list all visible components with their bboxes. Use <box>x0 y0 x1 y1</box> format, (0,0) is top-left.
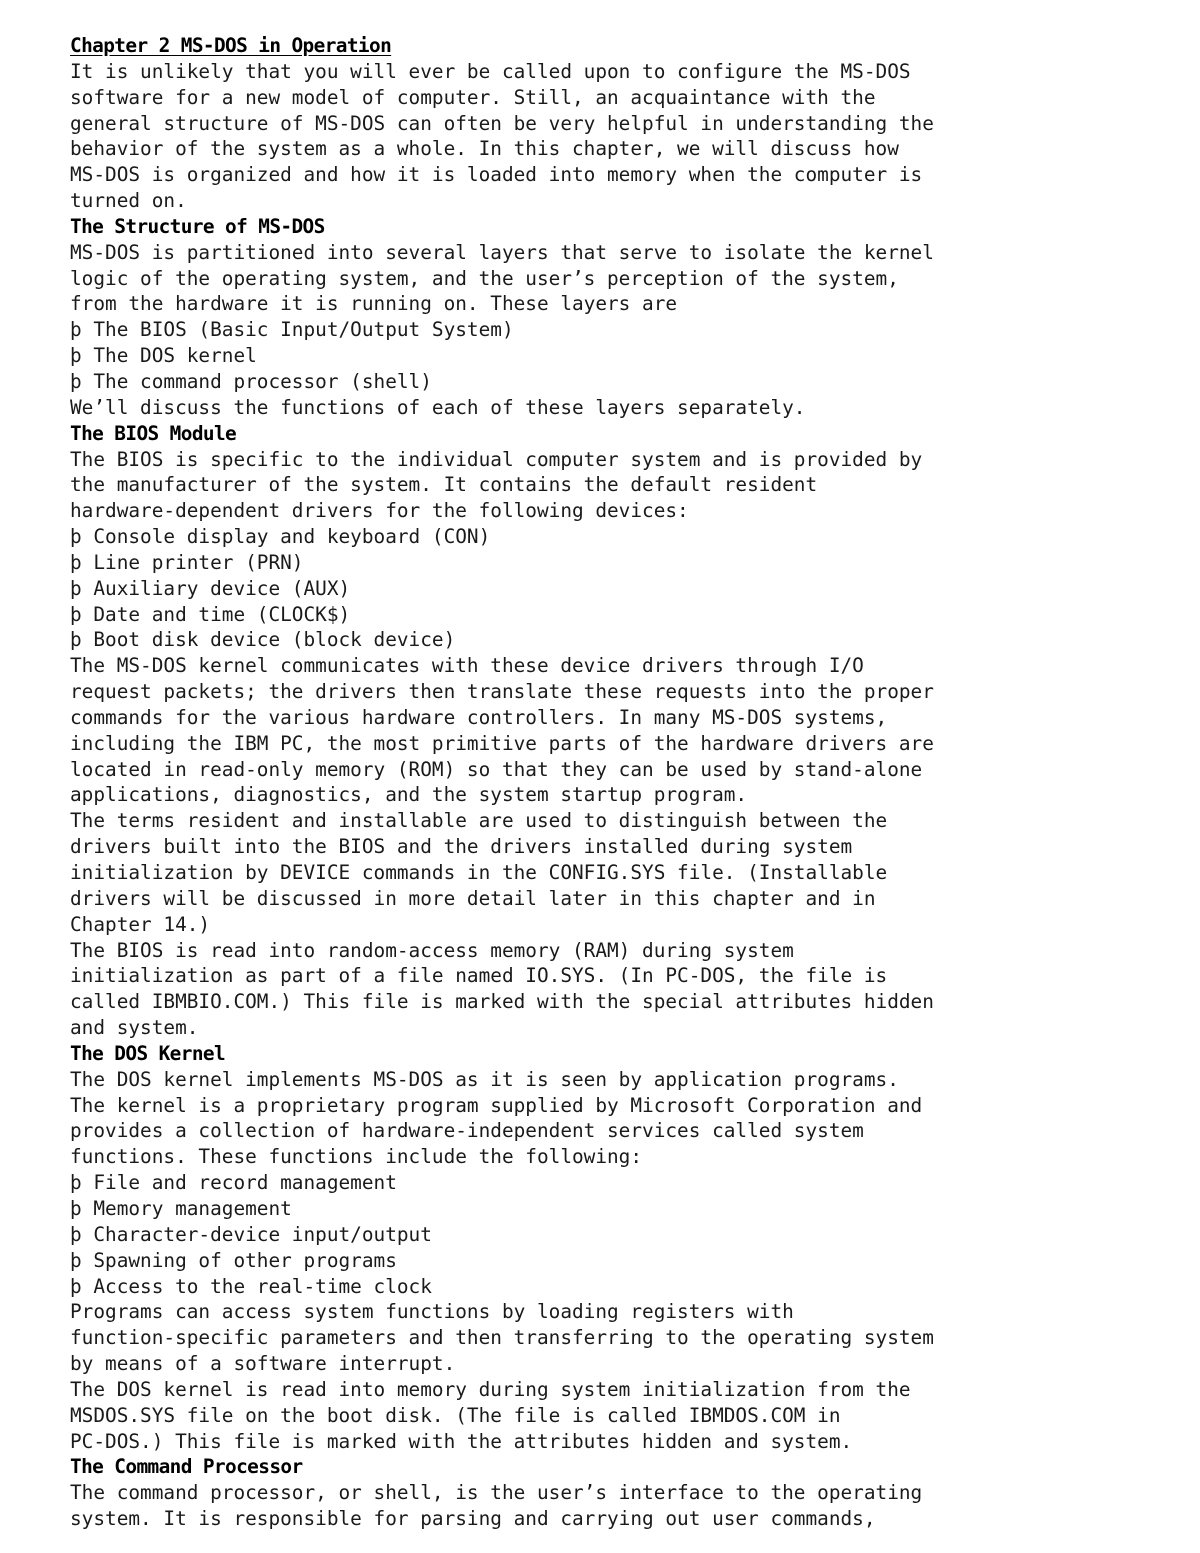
section-heading: The BIOS Module <box>70 421 237 445</box>
body-text-line: MS-DOS is organized and how it is loaded into memory when the computer is <box>70 163 923 187</box>
body-text-line: and system. <box>70 1016 199 1040</box>
bullet-item: þ Access to the real-time clock <box>70 1274 432 1298</box>
section-heading: The DOS Kernel <box>70 1041 226 1065</box>
body-text-line: initialization as part of a file named IO.SYS. (In PC-DOS, the file is <box>70 964 888 988</box>
bullet-item: þ The BIOS (Basic Input/Output System) <box>70 318 514 342</box>
body-text-line: We’ll discuss the functions of each of these layers separately. <box>70 395 806 419</box>
body-text-line: Chapter 14.) <box>70 912 211 936</box>
body-text-line: The BIOS is specific to the individual computer system and is provided by <box>70 447 923 471</box>
chapter-title: Chapter 2 MS-DOS in Operation <box>70 34 392 57</box>
body-text-line: hardware-dependent drivers for the following devices: <box>70 499 689 523</box>
body-text-line: It is unlikely that you will ever be called upon to configure the MS-DOS <box>70 59 911 83</box>
body-text-line: from the hardware it is running on. These layers are <box>70 292 678 316</box>
body-text-line: The terms resident and installable are used to distinguish between the <box>70 809 888 833</box>
document-page <box>70 33 1180 1532</box>
body-text-line: drivers built into the BIOS and the drivers installed during system <box>70 835 853 859</box>
bullet-item: þ Line printer (PRN) <box>70 550 304 574</box>
body-text-line: the manufacturer of the system. It contains the default resident <box>70 473 818 497</box>
body-text-line: provides a collection of hardware-independent services called system <box>70 1119 864 1143</box>
body-text-line: request packets; the drivers then translate these requests into the proper <box>70 680 934 704</box>
body-text-line: The DOS kernel implements MS-DOS as it is seen by application programs. <box>70 1067 899 1091</box>
body-text-line: software for a new model of computer. Still, an acquaintance with the <box>70 85 876 109</box>
body-text-line: function-specific parameters and then transferring to the operating system <box>70 1326 934 1350</box>
body-text-line: MSDOS.SYS file on the boot disk. (The file is called IBMDOS.COM in <box>70 1403 841 1427</box>
body-text-line: applications, diagnostics, and the system startup program. <box>70 783 748 807</box>
body-text-line: by means of a software interrupt. <box>70 1352 456 1376</box>
bullet-item: þ Character-device input/output <box>70 1222 432 1246</box>
body-text-line: behavior of the system as a whole. In this chapter, we will discuss how <box>70 137 899 161</box>
bullet-item: þ File and record management <box>70 1171 397 1195</box>
body-text-line: drivers will be discussed in more detail later in this chapter and in <box>70 886 876 910</box>
body-text-line: functions. These functions include the following: <box>70 1145 643 1169</box>
body-text-line: The DOS kernel is read into memory during system initialization from the <box>70 1377 911 1401</box>
body-text-line: The BIOS is read into random-access memory (RAM) during system <box>70 938 794 962</box>
body-text-line: including the IBM PC, the most primitive parts of the hardware drivers are <box>70 731 934 755</box>
body-text-line: The kernel is a proprietary program supplied by Microsoft Corporation and <box>70 1093 923 1117</box>
body-text-line: commands for the various hardware controllers. In many MS-DOS systems, <box>70 705 888 729</box>
body-text-line: located in read-only memory (ROM) so that they can be used by stand-alone <box>70 757 923 781</box>
body-text-line: The command processor, or shell, is the user’s interface to the operating <box>70 1481 923 1505</box>
body-text-line: PC-DOS.) This file is marked with the attributes hidden and system. <box>70 1429 853 1453</box>
body-text-line: general structure of MS-DOS can often be very helpful in understanding the <box>70 111 934 135</box>
body-text-line: turned on. <box>70 189 187 213</box>
body-text-line: called IBMBIO.COM.) This file is marked with the special attributes hidden <box>70 990 934 1014</box>
bullet-item: þ Date and time (CLOCK$) <box>70 602 351 626</box>
body-text-line: system. It is responsible for parsing and carrying out user commands, <box>70 1507 876 1531</box>
body-text-line: Programs can access system functions by loading registers with <box>70 1300 794 1324</box>
bullet-item: þ Spawning of other programs <box>70 1248 397 1272</box>
section-heading: The Command Processor <box>70 1455 303 1479</box>
bullet-item: þ The DOS kernel <box>70 344 257 368</box>
section-heading: The Structure of MS-DOS <box>70 214 325 238</box>
bullet-item: þ Auxiliary device (AUX) <box>70 576 351 600</box>
bullet-item: þ Memory management <box>70 1196 292 1220</box>
bullet-item: þ The command processor (shell) <box>70 369 432 393</box>
bullet-item: þ Console display and keyboard (CON) <box>70 525 491 549</box>
body-text-line: initialization by DEVICE commands in the CONFIG.SYS file. (Installable <box>70 861 888 884</box>
body-text-line: MS-DOS is partitioned into several layers that serve to isolate the kernel <box>70 240 934 264</box>
bullet-item: þ Boot disk device (block device) <box>70 628 456 652</box>
body-text-line: The MS-DOS kernel communicates with these device drivers through I/O <box>70 654 864 678</box>
body-text-line: logic of the operating system, and the user’s perception of the system, <box>70 266 899 290</box>
